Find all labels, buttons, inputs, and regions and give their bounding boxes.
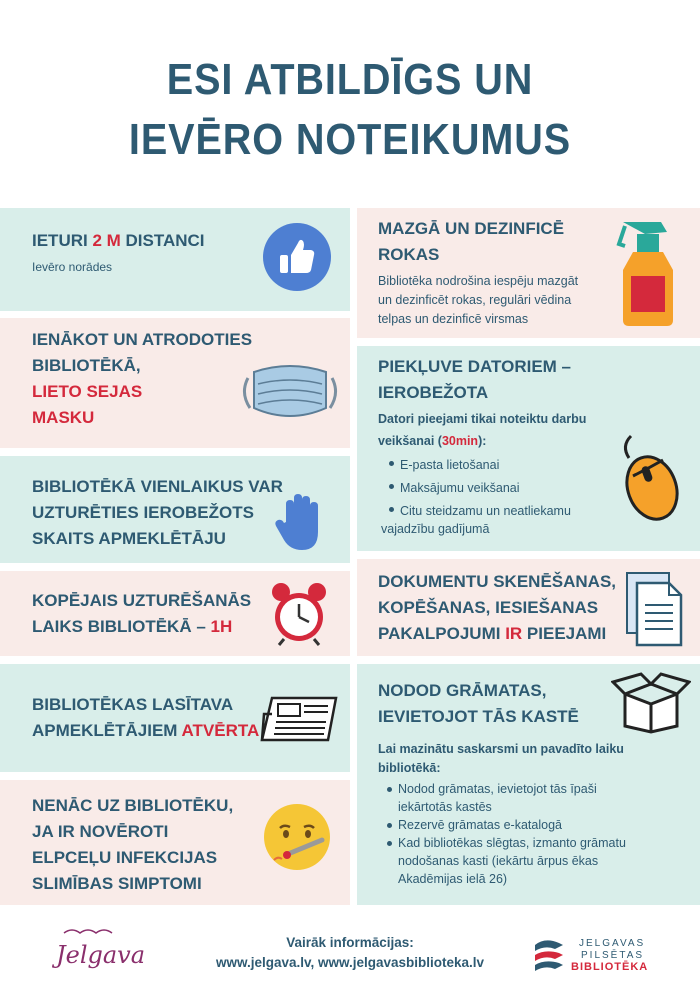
spray-bottle-icon <box>615 216 685 328</box>
mask-line-3: LIETO SEJAS <box>32 382 143 401</box>
sick-line-2: JA IR NOVĒROTI <box>32 822 169 841</box>
list-item: Nodod grāmatas, ievietojot tās īpaši iekārtotās kastēs <box>383 780 626 816</box>
return-line-1: NODOD GRĀMATAS, <box>378 681 547 700</box>
mask-line-1: IENĀKOT UN ATRODOTIES <box>32 330 253 349</box>
return-intro-1: Lai mazinātu saskarsmi un pavadīto laiku <box>378 742 624 756</box>
distance-sub: Ievēro norādes <box>32 260 113 274</box>
computers-line-1: PIEKĻUVE DATORIEM – <box>378 357 572 376</box>
return-list <box>383 780 626 888</box>
sick-line-3: ELPCEĻU INFEKCIJAS <box>32 848 218 867</box>
scan-line-2: KOPĒŠANAS, IESIEŠANAS <box>378 598 599 617</box>
panel-reading <box>0 664 350 772</box>
list-item: Maksājumu veikšanai <box>385 477 571 500</box>
panel-scan <box>357 559 700 656</box>
sick-line-4: SLIMĪBAS SIMPTOMI <box>32 874 202 893</box>
reading-line-2: APMEKLĒTĀJIEM ATVĒRTA <box>32 721 260 740</box>
panel-time <box>0 571 350 656</box>
computers-tail: vajadzību gadījumā <box>381 522 490 536</box>
panel-return <box>357 664 700 905</box>
time-line-1: KOPĒJAIS UZTURĒŠANĀS <box>32 591 252 610</box>
jelgava-logo <box>50 925 160 975</box>
wash-line-2: ROKAS <box>378 245 440 264</box>
reading-line-1: BIBLIOTĒKAS LASĪTAVA <box>32 695 234 714</box>
library-name-2: PILSĒTAS <box>581 950 645 961</box>
library-name-3: BIBLIOTĒKA <box>571 961 649 973</box>
wash-body-1: Bibliotēka nodrošina iespēju mazgāt <box>378 274 579 288</box>
panel-wash <box>357 208 700 338</box>
computer-mouse-icon <box>619 432 685 524</box>
footer-links[interactable]: www.jelgava.lv, www.jelgavasbiblioteka.lv <box>215 955 485 970</box>
list-item: Rezervē grāmatas e-katalogā <box>383 816 626 834</box>
computers-desc-1: Datori pieejami tikai noteiktu darbu <box>378 412 587 426</box>
panel-visitors <box>0 456 350 563</box>
open-box-icon <box>611 670 691 734</box>
library-logo <box>533 935 673 980</box>
list-item: Citu steidzamu un neatliekamu <box>385 500 571 523</box>
wash-body-2: un dezinficēt rokas, regulāri vēdina <box>378 293 572 307</box>
library-name-1: JELGAVAS <box>579 938 646 949</box>
scan-line-1: DOKUMENTU SKENĒŠANAS, <box>378 572 617 591</box>
sick-face-icon <box>262 802 334 874</box>
mask-line-4: MASKU <box>32 408 95 427</box>
visitors-line-3: SKAITS APMEKLĒTĀJU <box>32 529 226 548</box>
face-mask-icon <box>240 358 340 428</box>
scan-line-3: PAKALPOJUMI IR PIEEJAMI <box>378 624 607 643</box>
return-line-2: IEVIETOJOT TĀS KASTĒ <box>378 707 579 726</box>
panel-mask <box>0 318 350 448</box>
footer-info <box>170 933 530 973</box>
panel-distance <box>0 208 350 311</box>
title-line-2: IEVĒRO NOTEIKUMUS <box>128 115 572 164</box>
computers-list <box>385 454 571 523</box>
computers-line-2: IEROBEŽOTA <box>378 383 489 402</box>
return-intro-2: bibliotēkā: <box>378 761 441 775</box>
panel-sick <box>0 780 350 905</box>
sick-line-1: NENĀC UZ BIBLIOTĒKU, <box>32 796 234 815</box>
list-item: E-pasta lietošanai <box>385 454 571 477</box>
list-item: Kad bibliotēkas slēgtas, izmanto grāmatu nodošanas kasti (iekārtu ārpus ēkas Akadēmijas ielā 26) <box>383 834 626 888</box>
time-line-2: LAIKS BIBLIOTĒKĀ – 1H <box>32 617 233 636</box>
wash-line-1: MAZGĀ UN DEZINFICĒ <box>378 219 565 238</box>
page-title <box>35 50 665 170</box>
document-icon <box>625 571 683 647</box>
thumbs-up-icon <box>262 222 332 292</box>
title-line-1: ESI ATBILDĪGS UN <box>166 55 534 104</box>
visitors-line-2: UZTURĒTIES IEROBEŽOTS <box>32 503 254 522</box>
panel-computers <box>357 346 700 551</box>
distance-heading: IETURI 2 M DISTANCI <box>32 231 205 250</box>
alarm-clock-icon <box>268 579 330 647</box>
mask-line-2: BIBLIOTĒKĀ, <box>32 356 141 375</box>
library-logo-graphic <box>533 935 673 975</box>
computers-desc-2: veikšanai (30min): <box>378 434 487 448</box>
jelgava-logo-text: Jelgava <box>56 941 146 969</box>
footer-more: Vairāk informācijas: <box>286 935 414 950</box>
visitors-line-1: BIBLIOTĒKĀ VIENLAIKUS VAR <box>32 477 283 496</box>
newspaper-icon <box>258 694 340 744</box>
wash-body-3: telpas un dezinficē virsmas <box>378 312 529 326</box>
hand-stop-icon <box>272 492 330 554</box>
